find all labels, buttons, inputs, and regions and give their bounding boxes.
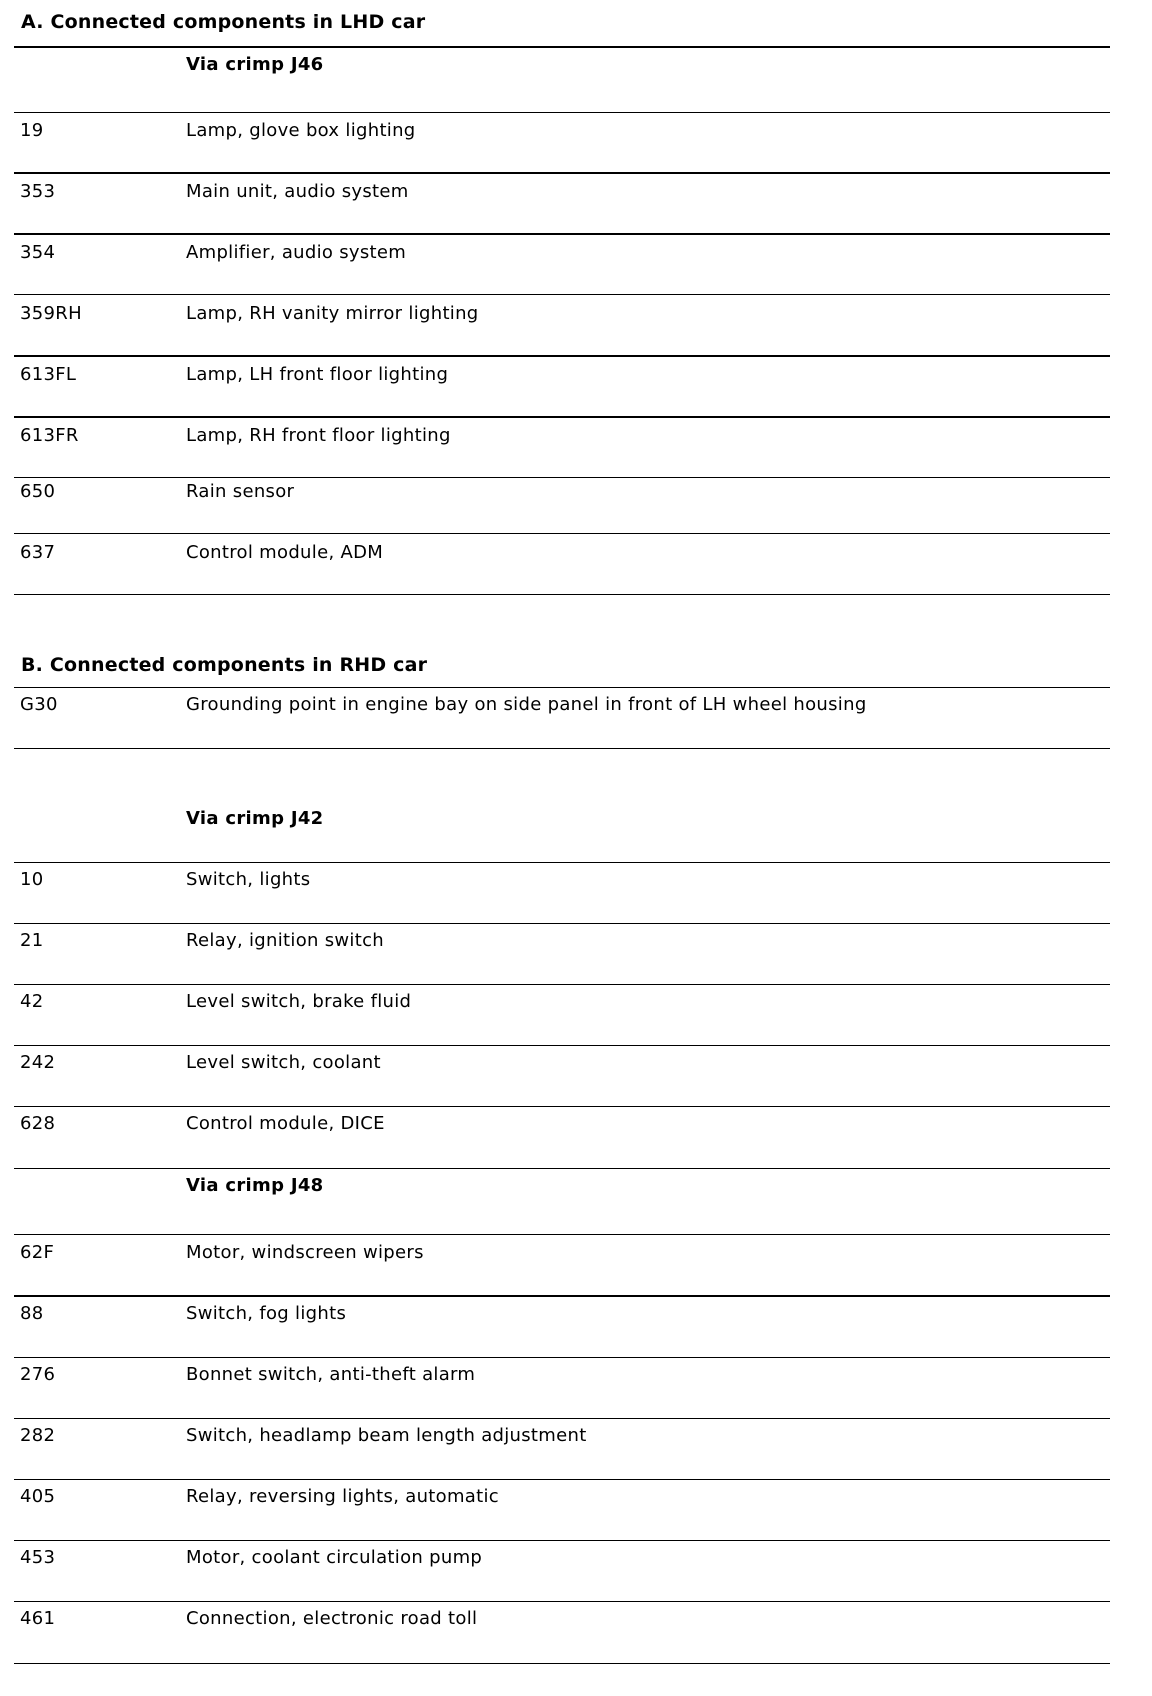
component-code: 353 (20, 181, 56, 202)
divider (14, 1601, 1110, 1602)
component-code: 242 (20, 1052, 56, 1073)
component-description: Level switch, brake fluid (186, 991, 412, 1012)
divider (14, 748, 1110, 749)
component-description: Lamp, RH front floor lighting (186, 425, 451, 446)
component-description: Motor, coolant circulation pump (186, 1547, 483, 1568)
component-code: 405 (20, 1486, 56, 1507)
section-a-heading: A. Connected components in LHD car (21, 11, 426, 33)
component-description: Switch, headlamp beam length adjustment (186, 1425, 587, 1446)
divider (14, 1234, 1110, 1235)
component-code: 42 (20, 991, 44, 1012)
component-code: 613FL (20, 364, 77, 385)
component-description: Bonnet switch, anti-theft alarm (186, 1364, 476, 1385)
component-code: 354 (20, 242, 56, 263)
component-description: Amplifier, audio system (186, 242, 407, 263)
divider (14, 1045, 1110, 1046)
component-description: Relay, ignition switch (186, 930, 384, 951)
component-description: Control module, ADM (186, 542, 384, 563)
divider (14, 984, 1110, 985)
component-code: 276 (20, 1364, 56, 1385)
crimp-j42-label: Via crimp J42 (186, 808, 324, 829)
divider (14, 533, 1110, 534)
section-b-heading: B. Connected components in RHD car (21, 654, 428, 676)
component-description: Grounding point in engine bay on side panel in front of LH wheel housing (186, 694, 867, 715)
divider (14, 1295, 1110, 1297)
component-code: 637 (20, 542, 56, 563)
component-code: 10 (20, 869, 44, 890)
component-code: 62F (20, 1242, 55, 1263)
divider (14, 355, 1110, 357)
component-code: 19 (20, 120, 44, 141)
component-code: 650 (20, 481, 56, 502)
component-code: 21 (20, 930, 44, 951)
divider (14, 862, 1110, 863)
component-code: 359RH (20, 303, 82, 324)
divider (14, 294, 1110, 295)
divider (14, 1357, 1110, 1358)
divider (14, 416, 1110, 418)
component-description: Switch, lights (186, 869, 311, 890)
crimp-j48-label: Via crimp J48 (186, 1175, 324, 1196)
component-description: Relay, reversing lights, automatic (186, 1486, 499, 1507)
component-description: Control module, DICE (186, 1113, 385, 1134)
divider (14, 1540, 1110, 1541)
component-description: Connection, electronic road toll (186, 1608, 478, 1629)
crimp-j46-label: Via crimp J46 (186, 54, 324, 75)
component-code: 453 (20, 1547, 56, 1568)
component-description: Lamp, LH front floor lighting (186, 364, 449, 385)
divider (14, 923, 1110, 924)
divider (14, 1663, 1110, 1664)
divider (14, 172, 1110, 174)
divider (14, 233, 1110, 235)
divider (14, 594, 1110, 595)
component-code: 282 (20, 1425, 56, 1446)
component-description: Motor, windscreen wipers (186, 1242, 424, 1263)
component-code: 628 (20, 1113, 56, 1134)
divider (14, 1418, 1110, 1419)
component-description: Level switch, coolant (186, 1052, 381, 1073)
divider (14, 477, 1110, 478)
component-code: G30 (20, 694, 58, 715)
divider (14, 112, 1110, 113)
divider (14, 1479, 1110, 1480)
component-description: Rain sensor (186, 481, 295, 502)
component-description: Lamp, RH vanity mirror lighting (186, 303, 479, 324)
component-code: 613FR (20, 425, 79, 446)
divider (14, 1168, 1110, 1169)
divider (14, 687, 1110, 688)
component-code: 88 (20, 1303, 44, 1324)
component-description: Main unit, audio system (186, 181, 409, 202)
divider (14, 1106, 1110, 1107)
divider (14, 46, 1110, 48)
component-description: Switch, fog lights (186, 1303, 347, 1324)
component-description: Lamp, glove box lighting (186, 120, 416, 141)
component-code: 461 (20, 1608, 56, 1629)
